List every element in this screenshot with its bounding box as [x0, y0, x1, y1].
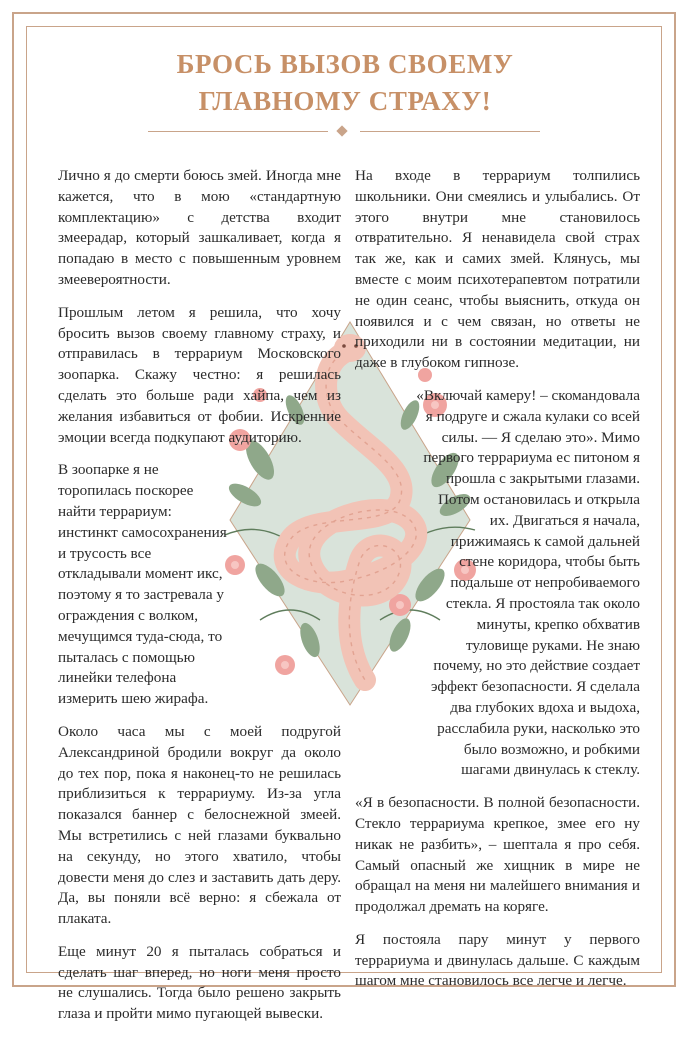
left-column	[58, 166, 341, 1037]
right-paragraph-2: «Включай камеру! – скомандовала я подруге и сжала кулаки со всей силы. — Я сделаю это». Мимо первого террариума ес питоном я прошла с закрытыми глазами. Потом остановилась и открыла их. Двигаться я начала, прижимаясь к самой дальней стене коридора, чтобы быть подальше от непробиваемого стекла. Я простояла так около минуты, крепко обхватив туловище руками. Не знаю почему, но это действие создает эффект безопасности. Я сделала два глубоких вдоха и выдоха, расслабила руки, насколько это было возможно, и робкими шагами двинулась к стеклу.	[416, 386, 640, 779]
article-title	[60, 46, 630, 120]
left-paragraph-4: Около часа мы с моей подругой Александриной бродили вокруг да около до тех пор, пока я наконец-то не решилась приблизиться к террариуму. Из-за угла показался баннер с белоснежной змеей. Мы встретились с ней глазами буквально на секунду, но этого хватило, чтобы довести меня до слез и заставить дать деру. Да, вы поняли всё верно: я сбежала от плаката.	[58, 722, 341, 928]
right-paragraph-3: «Я в безопасности. В полной безопасности. Стекло террариума крепкое, змее его ну никак не разбить», – шептала я про себя. Самый опасный же хищник в мире не обращал на меня ни малейшего внимания и продолжал дремать на коряге.	[355, 794, 640, 916]
left-paragraph-3: В зоопарке я не торопилась поскорее найти террариум: инстинкт самосохранения и трусость все откладывали момент икс, поэтому я то застревала у ограждения с волком, мечущимся туда-сюда, то пыталась с помощью линейки телефона измерить шею жирафа.	[58, 461, 227, 708]
divider-line-right	[360, 131, 540, 132]
title-divider	[148, 128, 540, 136]
right-column	[355, 166, 640, 1004]
right-paragraph-1: На входе в террариум толпились школьники. Они смеялись и улыбались. От этого внутри мне становилось отвратительно. Я ненавидела свой страх так же, как и самих змей. Клянусь, мы вместе с моим психотерапевтом потратили не один сеанс, чтобы выяснить, откуда он появился и с чем связан, но ответы не приходили ни в состоянии медитации, ни даже в глубоком гипнозе.	[355, 167, 640, 372]
title-line-1: БРОСЬ ВЫЗОВ СВОЕМУ	[176, 49, 514, 79]
left-paragraph-5: Еще минут 20 я пыталась собраться и сделать шаг вперед, но ноги меня просто не слушались. Тогда было решено закрыть глаза и пройти мимо пугающей вывески.	[58, 942, 341, 1023]
divider-diamond-icon	[336, 125, 347, 136]
left-paragraph-1: Лично я до смерти боюсь змей. Иногда мне кажется, что в мою «стандартную комплектацию» с детства входит змеерадар, который зашкаливает, когда я попадаю в место с повышенным уровнем змеевероятности.	[58, 167, 341, 288]
right-paragraph-4: Я постояла пару минут у первого террариума и двинулась дальше. С каждым шагом мне становилось все легче и легче.	[355, 930, 640, 990]
left-paragraph-2: Прошлым летом я решила, что хочу бросить вызов своему главному страху, и отправилась в террариум Московского зоопарка. Скажу честно: я решилась сделать это больше ради хайпа, чем из желания избавиться от фобии. Искренние эмоции всегда подкупают аудиторию.	[58, 303, 341, 446]
title-line-2: ГЛАВНОМУ СТРАХУ!	[198, 86, 492, 116]
divider-line-left	[148, 131, 328, 132]
